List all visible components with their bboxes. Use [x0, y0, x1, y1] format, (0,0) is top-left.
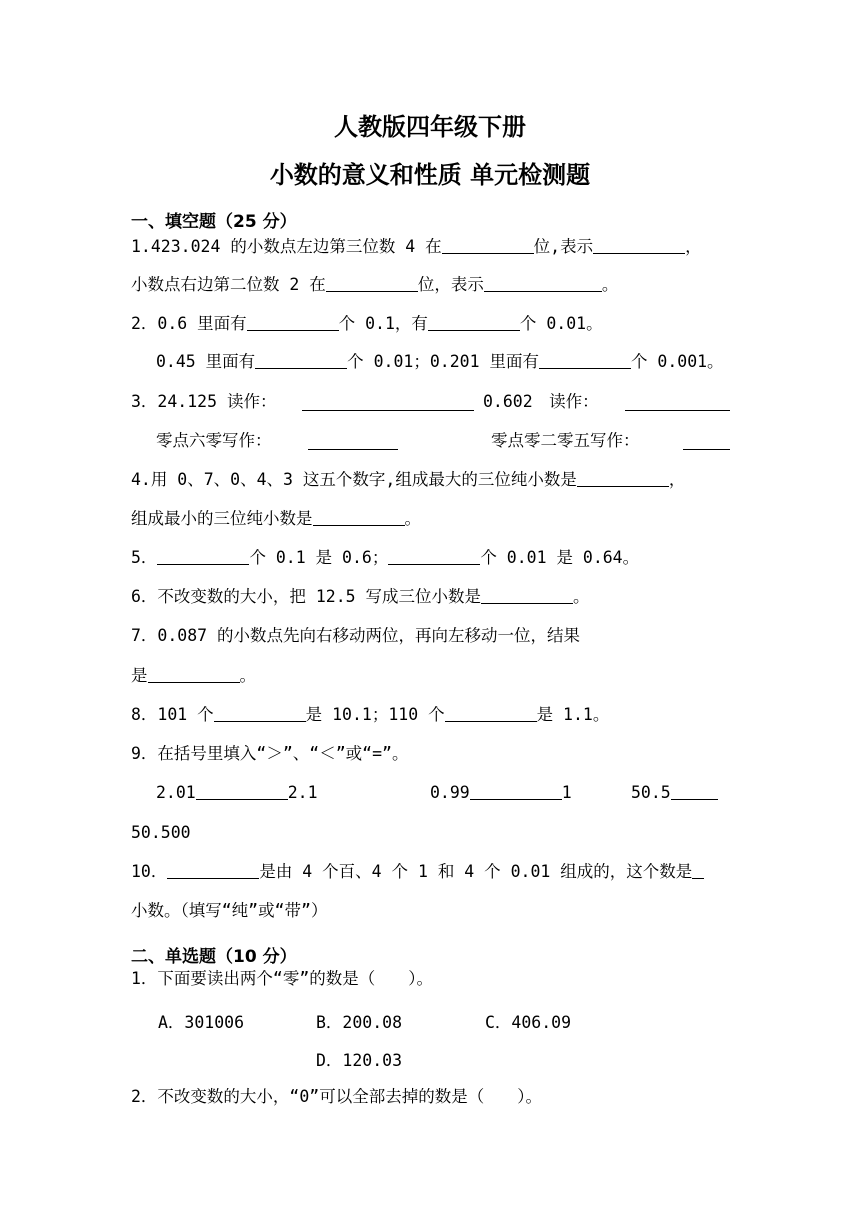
q8-text-c: 是 1.1。 [536, 705, 610, 724]
question-3-writing-a [156, 430, 272, 452]
answer-blank[interactable] [481, 586, 573, 604]
option-a[interactable]: A．301006 [158, 1013, 245, 1032]
q1-text-b: 位,表示 [533, 237, 594, 256]
q10-text-c: 小数。（填写“纯”或“带”） [131, 901, 328, 920]
q5-text-c: 个 0.01 是 0.64。 [480, 548, 640, 567]
q4-text-d: 。 [404, 509, 421, 528]
option-c[interactable]: C．406.09 [485, 1013, 572, 1032]
answer-blank[interactable] [302, 393, 474, 411]
answer-blank[interactable] [247, 313, 339, 331]
answer-blank[interactable] [428, 313, 520, 331]
answer-blank[interactable] [683, 432, 730, 450]
answer-blank[interactable] [326, 274, 418, 292]
q8-text-b: 是 10.1；110 个 [305, 705, 445, 724]
q8-text-a: 8．101 个 [131, 705, 214, 724]
question-7-line-2 [131, 665, 256, 687]
q2-text-c: 个 0.01。 [519, 314, 603, 333]
q5-text-a: 5． [131, 548, 158, 567]
q10-text-b: 是由 4 个百、4 个 1 和 4 个 0.01 组成的，这个数是 [259, 862, 693, 881]
answer-blank[interactable] [539, 351, 631, 369]
answer-blank[interactable] [308, 432, 398, 450]
q1-text-d: 小数点右边第二位数 2 在 [131, 275, 326, 294]
answer-blank[interactable] [313, 508, 405, 526]
answer-blank[interactable] [388, 547, 480, 565]
q2-text-e: 个 0.01；0.201 里面有 [347, 352, 539, 371]
compare-item-2 [430, 782, 572, 804]
q3-text-b: 0.602 读作： [483, 392, 599, 411]
compare-right: 1 [561, 783, 572, 802]
answer-blank[interactable] [484, 274, 602, 292]
question-3-reading-b [483, 391, 599, 413]
q3-text-c: 零点六零写作： [156, 431, 272, 450]
question-4-line-1 [131, 469, 685, 491]
answer-blank[interactable] [445, 704, 537, 722]
answer-blank[interactable] [625, 393, 730, 411]
q7-text-a: 7．0.087 的小数点先向右移动两位，再向左移动一位，结果 [131, 626, 581, 645]
q2-text-f: 个 0.001。 [630, 352, 724, 371]
q4-text-a: 4.用 0、7、0、4、3 这五个数字,组成最大的三位纯小数是 [131, 470, 577, 489]
q1-text-c: ， [685, 237, 702, 256]
answer-blank[interactable] [157, 547, 249, 565]
page-subtitle: 小数的意义和性质 单元检测题 [269, 161, 591, 189]
answer-blank[interactable] [470, 782, 562, 800]
answer-blank[interactable] [692, 861, 704, 879]
option-b[interactable]: B．200.08 [316, 1013, 403, 1032]
q10-text-a: 10． [131, 862, 168, 881]
answer-blank[interactable] [593, 236, 685, 254]
answer-blank[interactable] [255, 351, 347, 369]
answer-blank[interactable] [442, 236, 534, 254]
question-1-line-1 [131, 236, 702, 258]
answer-blank[interactable] [167, 861, 259, 879]
q4-text-b: ， [668, 470, 686, 489]
option-d[interactable]: D．120.03 [316, 1051, 403, 1070]
choice-question-1 [131, 968, 433, 990]
question-10-line-2 [131, 900, 328, 922]
q6-text-b: 。 [573, 587, 590, 606]
choice-question-2-text: 2．不改变数的大小，“0”可以全部去掉的数是（ ）。 [131, 1087, 542, 1106]
question-3-reading-a [131, 391, 276, 413]
q2-text-a: 2．0.6 里面有 [131, 314, 247, 333]
q1-text-e: 位，表示 [417, 275, 484, 294]
answer-blank[interactable] [214, 704, 306, 722]
question-2-line-1 [131, 313, 603, 335]
question-3-writing-b [491, 430, 640, 452]
q6-text-a: 6．不改变数的大小，把 12.5 写成三位小数是 [131, 587, 482, 606]
answer-blank[interactable] [671, 782, 718, 800]
q1-text-a: 1.423.024 的小数点左边第三位数 4 在 [131, 237, 442, 256]
q3-text-d: 零点零二零五写作： [491, 431, 640, 450]
section-heading-fill-in: 一、填空题（25 分） [131, 212, 297, 232]
choice-question-1-text: 1．下面要读出两个“零”的数是（ ）。 [131, 969, 434, 988]
compare-left: 50.5 [631, 783, 671, 802]
compare-right: 2.1 [287, 783, 318, 802]
question-1-line-2 [131, 274, 618, 296]
compare-item-3 [631, 782, 718, 804]
question-4-line-2 [131, 508, 421, 530]
q1-text-f: 。 [601, 275, 619, 294]
question-2-line-2 [156, 351, 724, 373]
answer-blank[interactable] [148, 665, 240, 683]
question-9 [131, 743, 408, 765]
q7-text-b: 是 [131, 666, 148, 685]
question-10-line-1 [131, 861, 704, 883]
q4-text-c: 组成最小的三位纯小数是 [131, 509, 313, 528]
question-7-line-1 [131, 625, 580, 647]
compare-left: 0.99 [430, 783, 470, 802]
q7-text-c: 。 [239, 666, 256, 685]
compare-right: 50.500 [131, 823, 191, 842]
question-6 [131, 586, 590, 608]
section-heading-single-choice: 二、单选题（10 分） [131, 947, 297, 967]
question-8 [131, 704, 609, 726]
compare-left: 2.01 [156, 783, 196, 802]
question-5 [131, 547, 639, 569]
answer-blank[interactable] [196, 782, 288, 800]
compare-item-1 [156, 782, 318, 804]
q2-text-b: 个 0.1，有 [338, 314, 428, 333]
choice-question-2 [131, 1086, 542, 1108]
q2-text-d: 0.45 里面有 [156, 352, 256, 371]
q9-text-a: 9．在括号里填入“＞”、“＜”或“=”。 [131, 744, 409, 763]
page-title: 人教版四年级下册 [334, 113, 526, 141]
q3-text-a: 3．24.125 读作： [131, 392, 277, 411]
answer-blank[interactable] [577, 469, 669, 487]
compare-item-3-right [131, 822, 191, 844]
q5-text-b: 个 0.1 是 0.6； [249, 548, 389, 567]
